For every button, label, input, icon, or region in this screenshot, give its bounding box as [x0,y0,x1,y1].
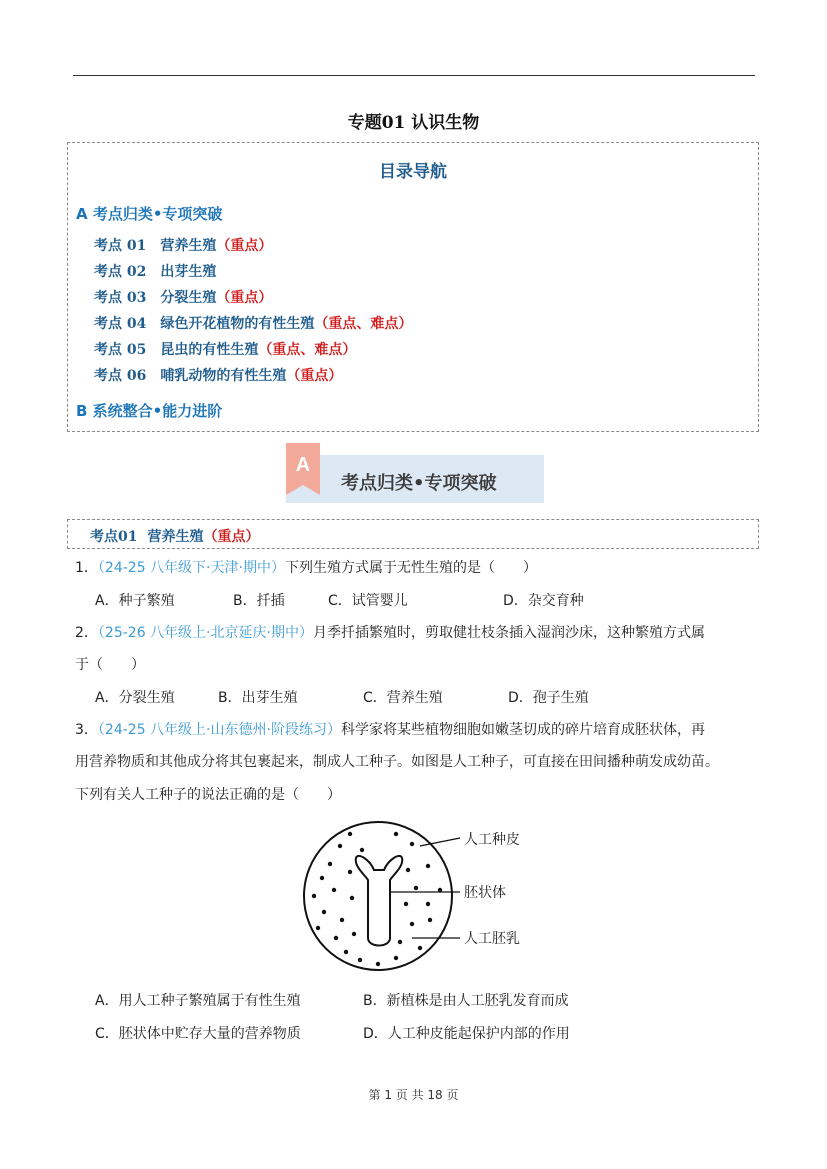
toc-item-code: 考点 05 [94,342,147,358]
question-1-stem [75,557,537,577]
option-d[interactable]: D．孢子生殖 [508,690,589,706]
toc-item-name: 昆虫的有性生殖 [160,342,259,358]
toc-item-name: 出芽生殖 [160,264,217,280]
toc-section-a[interactable]: A 考点归类•专项突破 [76,205,223,223]
option-d[interactable]: D．杂交育种 [503,593,584,609]
question-text: 科学家将某些植物细胞如嫩茎切成的碎片培育成胚状体，再 [340,722,705,738]
toc-item-code: 考点 03 [94,290,147,306]
option-c[interactable]: C．营养生殖 [363,690,443,706]
question-text: 月季扦插繁殖时，剪取健壮枝条插入湿润沙床，这种繁殖方式属 [312,625,705,641]
question-2-stem-cont: 于（ ） [75,657,145,673]
toc-item-06[interactable] [94,365,342,385]
question-3-stem [75,719,705,739]
document-title: 专题01 认识生物 [347,113,480,133]
toc-item-code: 考点 01 [94,238,147,254]
toc-heading: 目录导航 [379,162,447,182]
banner-badge-icon [286,443,320,495]
question-text: 下列生殖方式属于无性生殖的是（ ） [284,560,537,576]
toc-item-code: 考点 04 [94,316,147,332]
toc-item-03[interactable] [94,287,272,307]
toc-item-tag: （重点） [216,238,273,254]
toc-item-name: 绿色开花植物的有性生殖 [160,316,315,332]
toc-item-01[interactable] [94,235,272,255]
page-number: 第 1 页 共 18 页 [368,1088,459,1102]
toc-item-tag: （重点、难点） [314,316,413,332]
banner-badge-letter: A [295,454,311,476]
question-3-stem-line3: 下列有关人工种子的说法正确的是（ ） [75,787,341,803]
section-label [90,526,259,546]
toc-item-02[interactable] [94,261,216,281]
option-b[interactable]: B．扦插 [233,593,285,609]
option-b[interactable]: B．新植株是由人工胚乳发育而成 [363,993,569,1009]
option-a[interactable]: A．分裂生殖 [95,690,175,706]
question-source: （25-26 八年级上·北京延庆·期中） [97,625,313,641]
toc-box [67,142,759,432]
toc-section-b[interactable]: B 系统整合•能力进阶 [76,402,223,420]
question-number: 2． [75,625,98,641]
toc-item-04[interactable] [94,313,412,333]
question-2-stem [75,622,705,642]
toc-item-05[interactable] [94,339,356,359]
label-endosperm: 人工胚乳 [464,931,520,947]
question-3-stem-line2: 用营养物质和其他成分将其包裹起来，制成人工种子。如图是人工种子，可直接在田间播种萌发成幼苗。 [75,754,719,770]
toc-item-name: 哺乳动物的有性生殖 [160,368,287,384]
question-number: 3． [75,722,98,738]
artificial-seed-figure [300,820,540,972]
section-code: 考点01 [90,529,138,545]
option-a[interactable]: A．用人工种子繁殖属于有性生殖 [95,993,301,1009]
header-rule [73,75,755,76]
section-tag: （重点） [203,529,260,545]
toc-item-tag: （重点、难点） [258,342,357,358]
label-seed-coat: 人工种皮 [464,832,520,848]
toc-item-code: 考点 06 [94,368,147,384]
label-embryoid: 胚状体 [464,885,506,901]
section-name: 营养生殖 [147,529,204,545]
option-d[interactable]: D．人工种皮能起保护内部的作用 [363,1026,570,1042]
option-c[interactable]: C．试管婴儿 [328,593,408,609]
banner-title: 考点归类•专项突破 [341,473,497,494]
question-source: （24-25 八年级下·天津·期中） [97,560,285,576]
section-banner [286,443,544,503]
option-a[interactable]: A．种子繁殖 [95,593,175,609]
option-b[interactable]: B．出芽生殖 [218,690,298,706]
option-c[interactable]: C．胚状体中贮存大量的营养物质 [95,1026,301,1042]
toc-item-tag: （重点） [286,368,343,384]
toc-item-tag: （重点） [216,290,273,306]
section-header-kp01 [67,519,759,549]
toc-item-name: 分裂生殖 [160,290,217,306]
toc-item-code: 考点 02 [94,264,147,280]
toc-item-name: 营养生殖 [160,238,217,254]
question-number: 1． [75,560,98,576]
question-source: （24-25 八年级上·山东德州·阶段练习） [97,722,341,738]
